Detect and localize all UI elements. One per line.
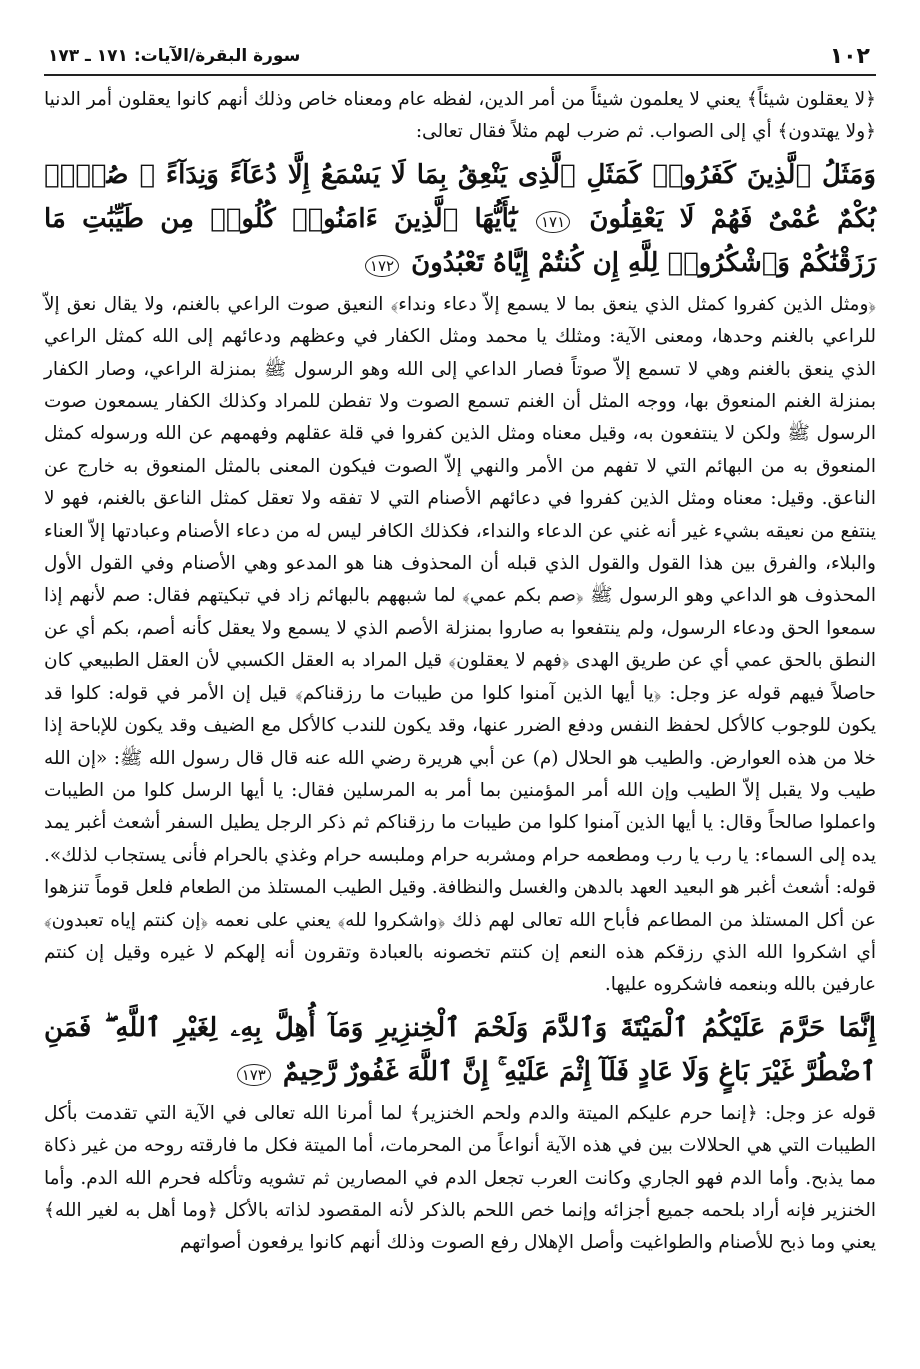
page-number: ١٠٢ [829, 44, 870, 69]
book-page [44, 40, 876, 1260]
commentary-paragraph-2: ﴿ومثل الذين كفروا كمثل الذي ينعق بما لا يسمع إلاّ دعاء ونداء﴾ النعيق صوت الراعي بالغنم، ولا يقال نعق إلاّ للراعي بالغنم وحدها، ومعنى الآية: ومثلك يا محمد ومثل الكفار في وعظهم ودعائهم إلى الله كمثل الراعي الذي ينعق بالغنم وهي لا تسمع إلاّ صوتاً فصار الداعي إلى الله وهو الرسول ﷺ بمنزلة الراعي، وصار الكفار بمنزلة الغنم المنعوق بها، ووجه المثل أن الغنم تسمع الصوت ولا تفطن للمراد وكذلك الكفار يسمعون صوت الرسول ﷺ ولكن لا ينتفعون به، وقيل معناه ومثل الذين كفروا في قلة عقلهم وفهمهم عن الله ورسوله كمثل المنعوق به من البهائم التي لا تفهم من الأمر والنهي إلاّ الصوت فيكون المعنى بالمثل المنعوق به خارج عن الناعق. وقيل: معناه ومثل الذين كفروا في دعائهم الأصنام التي لا تفقه ولا تعقل كمثل الناعق بالغنم، فهو لا ينتفع من نعيقه بشيء غير أنه غني عن الدعاء والنداء، فكذلك الكافر ليس له من دعاء الأصنام وعبادتها إلاّ العناء والبلاء، والفرق بين هذا القول والقول الذي قبله أن المحذوف هنا هو المدعو وهي الأصنام وفي القول الأول المحذوف هو الداعي وهو الرسول ﷺ ﴿صم بكم عمي﴾ لما شبههم بالبهائم زاد في تبكيتهم فقال: صم لأنهم إذا سمعوا الحق ودعاء الرسول، ولم ينتفعوا به صاروا بمنزلة الأصم الذي لا يسمع ولا يعقل كأنه أصم، بكم أي عن النطق بالحق عمي أي عن طريق الهدى ﴿فهم لا يعقلون﴾ قيل المراد به العقل الكسبي لأن العقل الطبيعي كان حاصلاً فيهم قوله عز وجل: ﴿يا أيها الذين آمنوا كلوا من طيبات ما رزقناكم﴾ قيل إن الأمر في قوله: كلوا قد يكون للوجوب كالأكل لحفظ النفس ودفع الضرر عنها، وقد يكون للندب كالأكل مع الضيف وقد يكون للإباحة إذا خلا من هذه العوارض. والطيب هو الحلال (م) عن أبي هريرة رضي الله عنه قال قال رسول الله ﷺ: «إن الله طيب ولا يقبل إلاّ الطيب وإن الله أمر المؤمنين بما أمر به المرسلين فقال: يا أيها الرسل كلوا من الطيبات واعملوا صالحاً وقال: يا أيها الذين آمنوا كلوا من طيبات ما رزقناكم ثم ذكر الرجل يطيل السفر أشعث أغبر يمد يده إلى السماء: يا رب يا رب ومطعمه حرام ومشربه حرام وملبسه حرام وغذي بالحرام فأنى يستجاب لذلك». قوله: أشعث أغبر هو البعيد العهد بالدهن والغسل والنظافة. وقيل الطيب المستلذ من الطعام فلعل قوماً تنزهوا عن أكل المستلذ من المطاعم فأباح الله تعالى لهم ذلك ﴿واشكروا لله﴾ يعني على نعمه ﴿إن كنتم إياه تعبدون﴾ أي اشكروا الله الذي رزقكم هذه النعم إن كنتم تخصونه بالعبادة وتقرون أنه إلهكم لا غيره وقيل إن كنتم عارفين بالله وبنعمه فاشكروه عليها. [44, 293, 876, 996]
verse-171-number: ١٧١ [536, 211, 570, 233]
verse-173-number: ١٧٣ [237, 1064, 271, 1086]
verse-173 [44, 1006, 876, 1094]
commentary-paragraph-3: قوله عز وجل: ﴿إنما حرم عليكم الميتة والدم ولحم الخنزير﴾ لما أمرنا الله تعالى في الآية التي تقدمت بأكل الطيبات التي هي الحلالات بين في هذه الآية أنواعاً من المحرمات، أما الميتة فكل ما فارقته روحه من غير ذكاة مما يذبح. وأما الدم فهو الجاري وكانت العرب تجعل الدم في المصارين ثم تشويه وتأكله فحرم الله الدم. وأما الخنزير فإنه أراد بلحمه جميع أجزائه وإنما خص اللحم بالذكر لأنه المقصود لذاته بالأكل ﴿وما أهل به لغير الله﴾ يعني وما ذبح للأصنام والطواغيت وأصل الإهلال رفع الصوت وذلك أنهم كانوا يرفعون أصواتهم [44, 1102, 876, 1254]
verse-173-text: إِنَّمَا حَرَّمَ عَلَيْكُمُ ٱلْمَيْتَةَ وَٱلدَّمَ وَلَحْمَ ٱلْخِنزِيرِ وَمَآ أُهِلَّ بِهِۦ لِغَيْرِ ٱللَّهِ ۖ فَمَنِ ٱضْطُرَّ غَيْرَ بَاغٍ وَلَا عَادٍ فَلَآ إِثْمَ عَلَيْهِ ۚ إِنَّ ٱللَّهَ غَفُورٌ رَّحِيمٌ [44, 1012, 876, 1087]
verse-171-172 [44, 153, 876, 285]
commentary-paragraph-1: ﴿لا يعقلون شيئاً﴾ يعني لا يعلمون شيئاً من أمر الدين، لفظه عام ومعناه خاص وذلك أنهم كانوا يعقلون أمر الدنيا ﴿ولا يهتدون﴾ أي إلى الصواب. ثم ضرب لهم مثلاً فقال تعالى: [44, 89, 876, 143]
verse-171-text: وَمَثَلُ ٱلَّذِينَ كَفَرُوا۟ كَمَثَلِ ٱلَّذِى يَنْعِقُ بِمَا لَا يَسْمَعُ إِلَّا دُعَآءً وَنِدَآءً ۚ صُمٌّۢ بُكْمٌ عُمْىٌ فَهُمْ لَا يَعْقِلُونَ [44, 159, 876, 234]
verse-172-number: ١٧٢ [365, 255, 399, 277]
sura-reference: سورة البقرة/الآيات: ١٧١ ـ ١٧٣ [48, 46, 301, 66]
verse-172-text: يَٰٓأَيُّهَا ٱلَّذِينَ ءَامَنُوا۟ كُلُوا۟ مِن طَيِّبَٰتِ مَا رَزَقْنَٰكُمْ وَٱشْكُرُوا۟ لِلَّهِ إِن كُنتُمْ إِيَّاهُ تَعْبُدُونَ [44, 203, 876, 278]
page-header [44, 40, 876, 76]
